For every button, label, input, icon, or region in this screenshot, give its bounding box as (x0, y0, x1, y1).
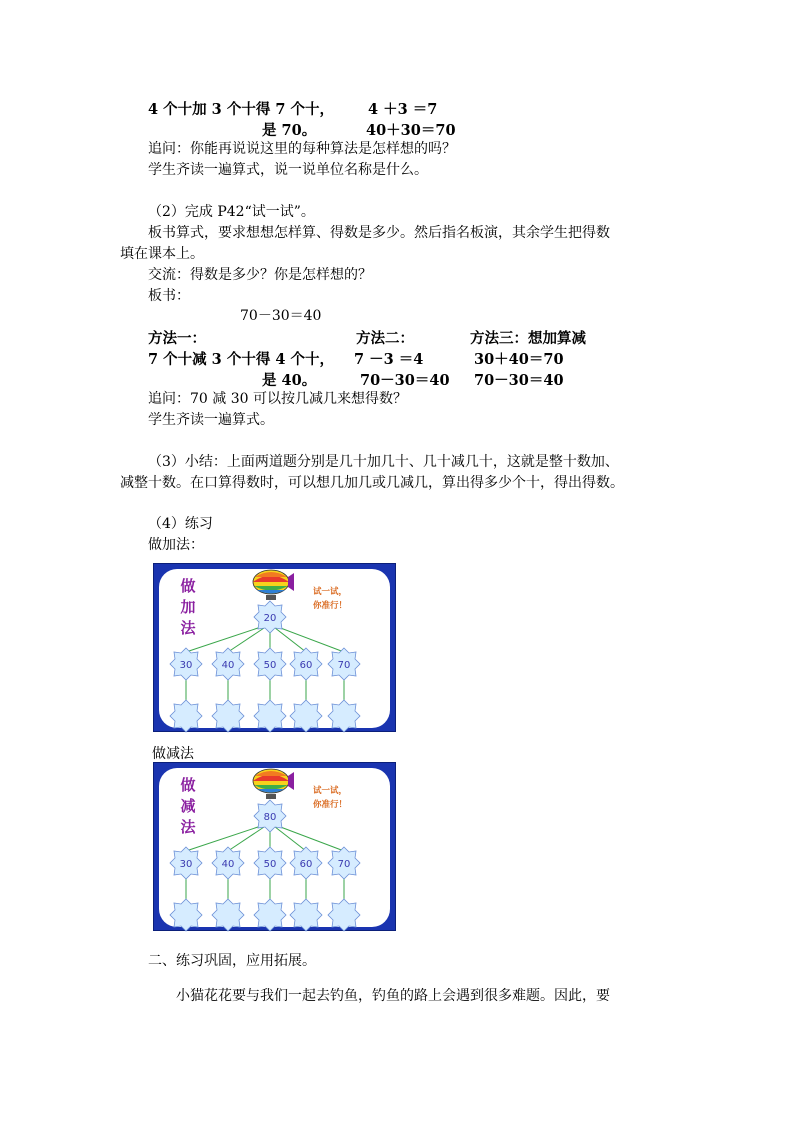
summary-line1: （3）小结：上面两道题分别是几十加几十、几十减几十，这就是整十数加、 (148, 454, 619, 470)
method-one-line1: 7 个十减 3 个十得 4 个十， (148, 351, 335, 368)
answer-star (328, 700, 360, 732)
panel-title-char-2: 减 (180, 797, 196, 815)
answer-star (170, 899, 202, 931)
part2-exchange: 交流：得数是多少？你是怎样想的？ (148, 267, 372, 283)
answer-star (212, 700, 244, 732)
add-read-aloud: 学生齐读一遍算式，说一说单位名称是什么。 (148, 162, 428, 178)
method-three-line1: 30＋40＝70 (474, 351, 564, 368)
encouragement-text-2: 你准行！ (312, 800, 348, 810)
section2-heading: 二、练习巩固，应用拓展。 (148, 953, 316, 969)
answer-star (290, 700, 322, 732)
panel-title-char-1: 做 (180, 577, 196, 595)
number-value: 50 (263, 859, 277, 870)
add-equation-1: 4 ＋3 ＝7 (368, 101, 438, 118)
add-reasoning-line1: 4 个十加 3 个十得 7 个十， (148, 101, 335, 118)
answer-star (328, 899, 360, 931)
subtraction-practice-panel (153, 762, 396, 931)
method-three-line2: 70－30＝40 (474, 372, 564, 389)
number-value: 30 (179, 660, 193, 671)
part2-board-label: 板书： (148, 288, 190, 304)
number-value: 30 (179, 859, 193, 870)
add-equation-2: 40＋30＝70 (366, 122, 456, 139)
subtraction-diagram (154, 763, 397, 932)
addition-diagram (154, 564, 397, 733)
number-value: 40 (221, 660, 235, 671)
panel-title-char-2: 加 (180, 598, 196, 616)
number-value: 60 (299, 859, 313, 870)
method-two-line2: 70－30＝40 (360, 372, 450, 389)
method-two-line1: 7 －3 ＝4 (354, 351, 424, 368)
answer-star (212, 899, 244, 931)
part2-board-line2: 填在课本上。 (120, 246, 204, 262)
method-one-line2: 是 40。 (262, 372, 317, 389)
number-value: 70 (337, 660, 351, 671)
encouragement-text-1: 试一试， (312, 587, 348, 597)
panel-title-char-3: 法 (180, 818, 196, 836)
top-number: 80 (263, 812, 277, 823)
number-value: 50 (263, 660, 277, 671)
method-one-label: 方法一： (148, 330, 206, 347)
addition-practice-label: 做加法： (148, 537, 204, 553)
part2-board-line1: 板书算式，要求想想怎样算、得数是多少。然后指名板演，其余学生把得数 (148, 225, 610, 241)
addition-practice-panel (153, 563, 396, 732)
answer-star (290, 899, 322, 931)
summary-line2: 减整十数。在口算得数时，可以想几加几或几减几，算出得多少个十，得出得数。 (120, 475, 624, 491)
answer-star (170, 700, 202, 732)
part2-read-aloud: 学生齐读一遍算式。 (148, 412, 274, 428)
method-two-label: 方法二： (356, 330, 414, 347)
panel-title-char-1: 做 (180, 776, 196, 794)
add-follow-up-question: 追问：你能再说说这里的每种算法是怎样想的吗？ (148, 141, 456, 157)
encouragement-text-2: 你准行！ (312, 601, 348, 611)
number-value: 60 (299, 660, 313, 671)
practice-heading: （4）练习 (148, 516, 213, 532)
method-three-label: 方法三：想加算减 (470, 330, 586, 347)
answer-star (254, 899, 286, 931)
part2-equation: 70－30＝40 (240, 308, 322, 324)
answer-star (254, 700, 286, 732)
subtraction-practice-label: 做减法 (152, 746, 194, 762)
panel-title-char-3: 法 (180, 619, 196, 637)
part2-follow-up-question: 追问：70 减 30 可以按几减几来想得数？ (148, 391, 407, 407)
encouragement-text-1: 试一试， (312, 786, 348, 796)
add-reasoning-line2: 是 70。 (262, 122, 317, 139)
section2-intro: 小猫花花要与我们一起去钓鱼，钓鱼的路上会遇到很多难题。因此，要 (176, 988, 610, 1004)
part2-heading: （2）完成 P42“试一试”。 (148, 204, 315, 220)
number-value: 40 (221, 859, 235, 870)
number-value: 70 (337, 859, 351, 870)
top-number: 20 (263, 613, 277, 624)
